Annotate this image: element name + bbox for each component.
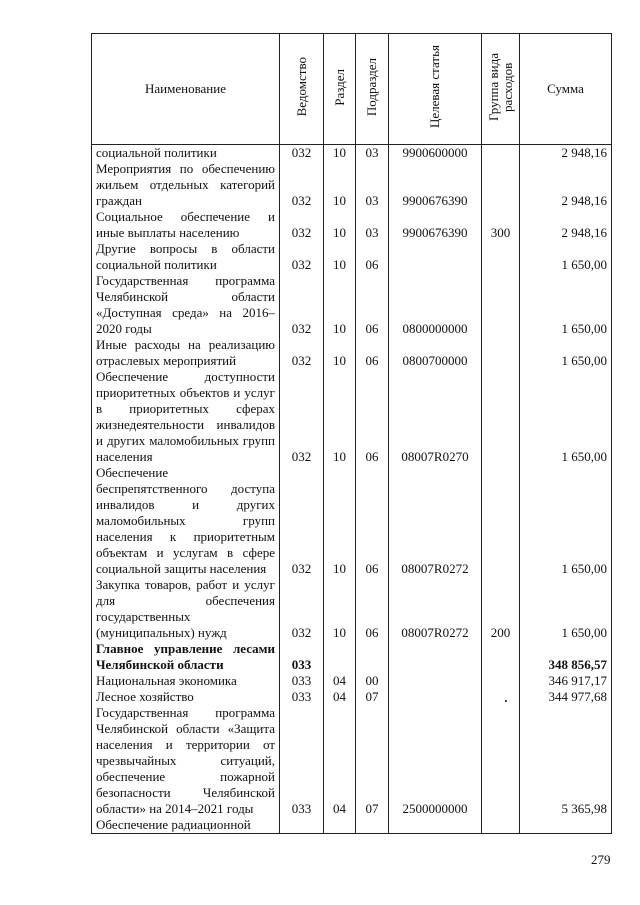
header-podrazdel: Подраздел <box>356 34 389 145</box>
table-row <box>92 673 612 689</box>
cell-podr: 06 <box>356 273 389 337</box>
cell-grp: 200 <box>482 577 520 641</box>
table-row <box>92 577 612 641</box>
cell-grp <box>482 641 520 673</box>
cell-ved: 032 <box>280 465 324 577</box>
cell-sum: 348 856,57 <box>520 641 612 673</box>
cell-sum: 1 650,00 <box>520 369 612 465</box>
table-row <box>92 161 612 209</box>
cell-razd: 10 <box>324 145 356 162</box>
table-row <box>92 817 612 834</box>
header-gruppa: Группа вида расходов <box>482 34 520 145</box>
table-row <box>92 209 612 241</box>
cell-podr: 06 <box>356 369 389 465</box>
cell-grp <box>482 705 520 817</box>
cell-ved <box>280 817 324 834</box>
cell-grp <box>482 337 520 369</box>
header-razdel: Раздел <box>324 34 356 145</box>
cell-cel <box>389 673 482 689</box>
cell-razd <box>324 641 356 673</box>
cell-cel <box>389 689 482 705</box>
cell-sum: 346 917,17 <box>520 673 612 689</box>
cell-podr: 07 <box>356 689 389 705</box>
cell-grp: 300 <box>482 209 520 241</box>
cell-podr <box>356 817 389 834</box>
table-row <box>92 273 612 337</box>
cell-cel: 9900676390 <box>389 161 482 209</box>
cell-name: Другие вопросы в области социальной политики <box>92 241 280 273</box>
cell-cel: 0800700000 <box>389 337 482 369</box>
cell-name: Государственная программа Челябинской области «Доступная среда» на 2016–2020 годы <box>92 273 280 337</box>
table-row <box>92 369 612 465</box>
cell-cel: 9900676390 <box>389 209 482 241</box>
cell-name: Обеспечение беспрепятственного доступа инвалидов и других маломобильных групп населения к приоритетным объектам и услугам в сфере социальной защиты населения <box>92 465 280 577</box>
cell-ved: 033 <box>280 705 324 817</box>
cell-ved: 032 <box>280 209 324 241</box>
cell-cel <box>389 641 482 673</box>
cell-ved: 032 <box>280 577 324 641</box>
cell-name: Иные расходы на реализацию отраслевых мероприятий <box>92 337 280 369</box>
cell-name: Мероприятия по обеспечению жильем отдельных категорий граждан <box>92 161 280 209</box>
cell-grp <box>482 369 520 465</box>
cell-podr: 03 <box>356 145 389 162</box>
cell-name: Закупка товаров, работ и услуг для обеспечения государственных (муниципальных) нужд <box>92 577 280 641</box>
cell-ved: 033 <box>280 689 324 705</box>
cell-name: Лесное хозяйство <box>92 689 280 705</box>
cell-ved: 032 <box>280 369 324 465</box>
cell-sum: 2 948,16 <box>520 161 612 209</box>
table-row <box>92 705 612 817</box>
cell-ved: 033 <box>280 641 324 673</box>
cell-name: Национальная экономика <box>92 673 280 689</box>
cell-podr: 07 <box>356 705 389 817</box>
cell-razd: 10 <box>324 465 356 577</box>
cell-name: социальной политики <box>92 145 280 162</box>
cell-podr: 00 <box>356 673 389 689</box>
table-row <box>92 241 612 273</box>
cell-cel: 08007R0272 <box>389 577 482 641</box>
cell-razd <box>324 817 356 834</box>
cell-sum: 1 650,00 <box>520 337 612 369</box>
cell-cel: 08007R0270 <box>389 369 482 465</box>
cell-ved: 032 <box>280 337 324 369</box>
header-name: Наименование <box>92 34 280 145</box>
cell-name: Обеспечение радиационной <box>92 817 280 834</box>
cell-cel <box>389 817 482 834</box>
cell-razd: 10 <box>324 369 356 465</box>
cell-grp <box>482 241 520 273</box>
cell-ved: 032 <box>280 145 324 162</box>
cell-name: Социальное обеспечение и иные выплаты населению <box>92 209 280 241</box>
cell-name: Главное управление лесами Челябинской области <box>92 641 280 673</box>
cell-cel: 08007R0272 <box>389 465 482 577</box>
budget-table <box>91 33 612 834</box>
header-summa: Сумма <box>520 34 612 145</box>
cell-podr: 03 <box>356 161 389 209</box>
table-row <box>92 145 612 162</box>
table-row <box>92 689 612 705</box>
cell-cel <box>389 241 482 273</box>
cell-ved: 032 <box>280 241 324 273</box>
cell-sum: 1 650,00 <box>520 465 612 577</box>
cell-grp <box>482 145 520 162</box>
cell-cel: 2500000000 <box>389 705 482 817</box>
cell-grp <box>482 817 520 834</box>
cell-grp <box>482 465 520 577</box>
cell-grp <box>482 161 520 209</box>
header-vedomstvo: Ведомство <box>280 34 324 145</box>
table-row <box>92 641 612 673</box>
cell-grp <box>482 673 520 689</box>
cell-podr: 06 <box>356 337 389 369</box>
cell-ved: 032 <box>280 273 324 337</box>
cell-grp <box>482 689 520 705</box>
cell-razd: 10 <box>324 337 356 369</box>
cell-razd: 10 <box>324 241 356 273</box>
cell-ved: 032 <box>280 161 324 209</box>
cell-podr: 06 <box>356 241 389 273</box>
header-celevaya: Целевая статья <box>389 34 482 145</box>
cell-razd: 04 <box>324 689 356 705</box>
cell-podr <box>356 641 389 673</box>
cell-name: Обеспечение доступности приоритетных объектов и услуг в приоритетных сферах жизнедеятельности инвалидов и других маломобильных групп населения <box>92 369 280 465</box>
cell-sum: 344 977,68 <box>520 689 612 705</box>
cell-razd: 10 <box>324 209 356 241</box>
cell-name: Государственная программа Челябинской области «Защита населения и территории от чрезвычайных ситуаций, обеспечение пожарной безопасности Челябинской области» на 2014–2021 годы <box>92 705 280 817</box>
cell-cel: 9900600000 <box>389 145 482 162</box>
cell-razd: 10 <box>324 273 356 337</box>
cell-sum: 1 650,00 <box>520 577 612 641</box>
scan-speck <box>505 700 507 702</box>
table-header-row <box>92 34 612 145</box>
table-row <box>92 465 612 577</box>
cell-sum: 1 650,00 <box>520 241 612 273</box>
cell-grp <box>482 273 520 337</box>
cell-sum: 5 365,98 <box>520 705 612 817</box>
cell-razd: 04 <box>324 705 356 817</box>
cell-razd: 10 <box>324 161 356 209</box>
cell-cel: 0800000000 <box>389 273 482 337</box>
cell-podr: 03 <box>356 209 389 241</box>
cell-sum: 2 948,16 <box>520 209 612 241</box>
cell-podr: 06 <box>356 577 389 641</box>
cell-ved: 033 <box>280 673 324 689</box>
cell-sum: 2 948,16 <box>520 145 612 162</box>
cell-razd: 10 <box>324 577 356 641</box>
cell-razd: 04 <box>324 673 356 689</box>
cell-sum: 1 650,00 <box>520 273 612 337</box>
table-row <box>92 337 612 369</box>
cell-sum <box>520 817 612 834</box>
page-number: 279 <box>591 852 611 867</box>
cell-podr: 06 <box>356 465 389 577</box>
